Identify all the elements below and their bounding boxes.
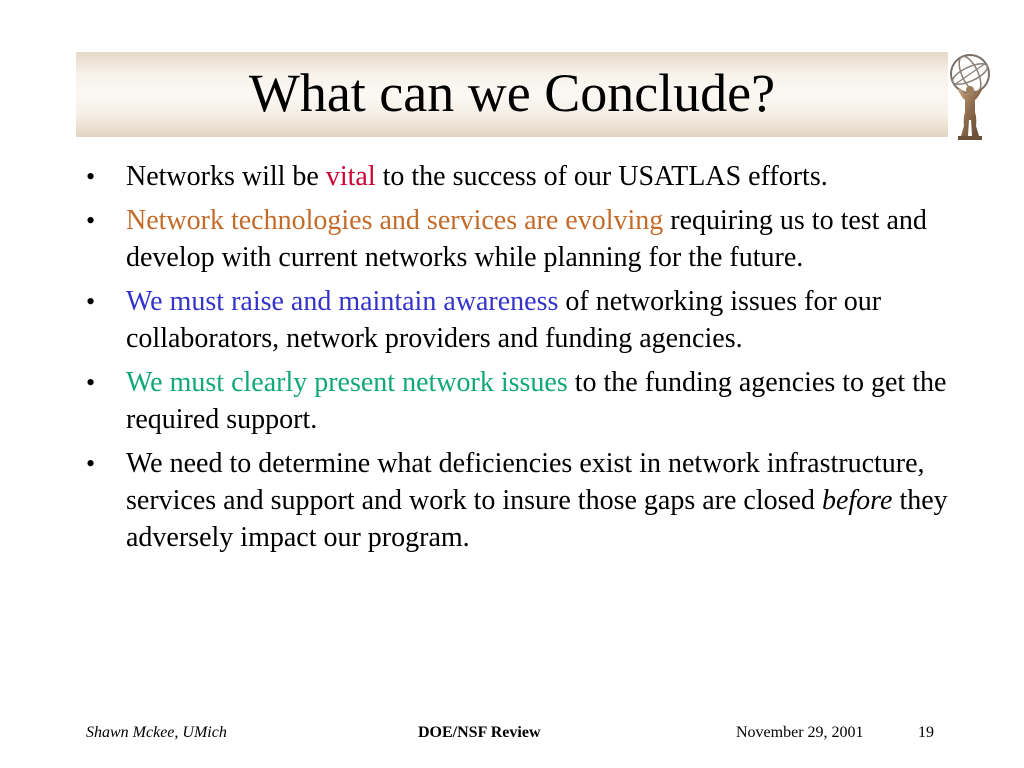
page-number: 19 — [918, 724, 934, 741]
bullet-text-segment: they adversely impact our program. — [126, 485, 948, 553]
bullet-marker: • — [86, 449, 96, 478]
footer-author: Shawn Mckee, UMich — [86, 724, 227, 741]
bullet-item — [86, 364, 966, 438]
bullet-text-segment: vital — [325, 161, 376, 192]
bullet-text-segment: to the success of our USATLAS efforts. — [375, 161, 828, 192]
footer-event: DOE/NSF Review — [418, 724, 541, 741]
bullet-item — [86, 202, 966, 276]
slide-title: What can we Conclude? — [248, 62, 776, 123]
bullet-text-segment: of networking issues for our collaborators, network providers and funding agencies. — [126, 286, 882, 354]
bullet-text-segment: We must raise and maintain awareness — [126, 286, 559, 317]
bullet-marker: • — [86, 368, 96, 397]
bullet-text-segment: We must clearly present network issues — [126, 367, 568, 398]
bullet-item — [86, 158, 966, 195]
bullet-marker: • — [86, 206, 96, 235]
bullet-text-segment: We need to determine what deficiencies exist in network infrastructure, services and support and work to insure those gaps are closed — [126, 448, 925, 516]
footer — [0, 724, 1024, 748]
bullet-list — [86, 158, 966, 563]
bullet-marker: • — [86, 287, 96, 316]
bullet-text-segment: Networks will be — [126, 161, 326, 192]
bullet-text-segment: requiring us to test and develop with current networks while planning for the future. — [126, 205, 927, 273]
bullet-marker: • — [86, 162, 96, 191]
footer-date: November 29, 2001 — [736, 724, 864, 741]
bullet-item — [86, 445, 966, 556]
bullet-text-segment: Network technologies and services are evolving — [126, 205, 664, 236]
bullet-text-segment: to the funding agencies to get the required support. — [126, 367, 947, 435]
bullet-item — [86, 283, 966, 357]
title-bar — [76, 52, 948, 137]
atlas-statue-globe-icon — [944, 50, 996, 140]
bullet-text-segment: before — [821, 485, 893, 516]
